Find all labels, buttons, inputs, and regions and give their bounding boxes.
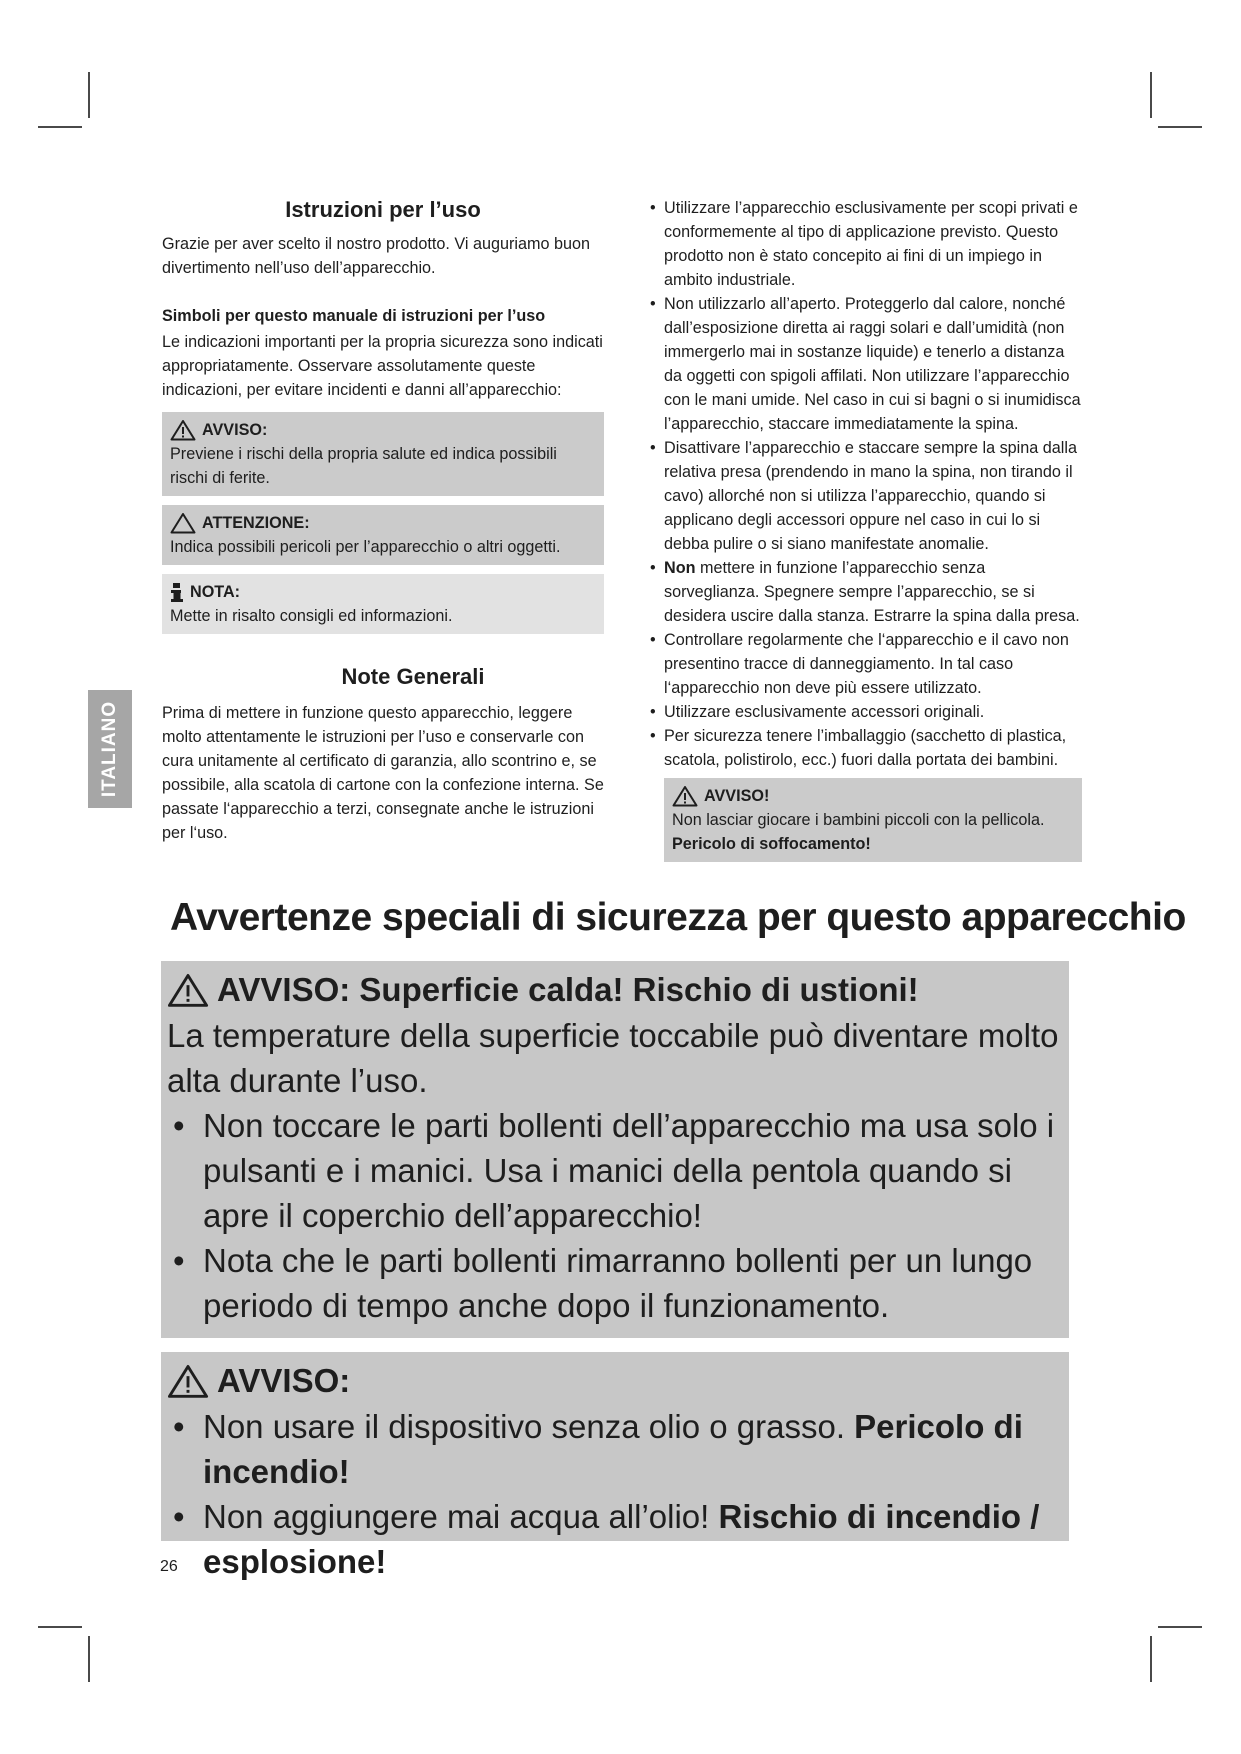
suffocation-warning-text: Non lasciar giocare i bambini piccoli con la pellicola. (672, 811, 1045, 829)
language-tab (88, 690, 132, 808)
suffocation-warning-label: AVVISO! (704, 787, 770, 805)
list-item: • Non mettere in funzione l’apparecchio senza sorveglianza. Spegnere sempre l’apparecchio, se si desidera uscire dalla stanza. Estrarre la spina dalla presa. (650, 559, 1080, 625)
crop-mark-bottom-left-h (38, 1626, 82, 1628)
general-notes-heading: Note Generali (341, 664, 485, 690)
hot-surface-warning-title (167, 967, 1069, 1013)
list-item: • Non usare il dispositivo senza olio o grasso. Pericolo di incendio! (173, 1408, 1023, 1490)
caution-box-text: Indica possibili pericoli per l’apparecchio o altri oggetti. (170, 538, 561, 557)
caution-box-title (170, 511, 596, 535)
warning-triangle-icon (167, 972, 209, 1008)
instructions-title: Istruzioni per l’uso (285, 197, 481, 222)
suffocation-warning-bold: Pericolo di soffocamento! (672, 835, 871, 853)
symbols-heading: Simboli per questo manuale di istruzioni per l’uso (162, 307, 546, 326)
right-column (634, 196, 1082, 862)
crop-mark-top-left-v (88, 72, 90, 118)
note-box (162, 574, 604, 634)
note-box-text: Mette in risalto consigli ed informazioni. (170, 607, 453, 626)
hot-surface-bullet-list (173, 1103, 1069, 1328)
safety-bullet-list (634, 196, 1082, 772)
crop-mark-bottom-right-v (1150, 1636, 1152, 1682)
page-number: 26 (160, 1558, 178, 1575)
info-icon (170, 581, 184, 603)
warning-box-label: AVVISO: (202, 421, 268, 440)
general-notes-text: Prima di mettere in funzione questo apparecchio, leggere molto attentamente le istruzioni per l’uso e conservarle con cura unitamente al certificato di garanzia, allo scontrino e, se possibile, alla scatola di cartone con la confezione interna. Se passate l‘apparecchio a terzi, consegnate anche le istruzioni per l‘uso. (162, 703, 604, 842)
warning-triangle-icon (672, 785, 698, 807)
list-item: • Disattivare l’apparecchio e staccare sempre la spina dalla relativa presa (prendendo in mano la spina, non tirando il cavo) allorché non si utilizza l’apparecchio, quando si applicano degli accessori oppure nel caso in cui lo si debba pulire o si siano manifestate anomalie. (650, 439, 1077, 553)
list-item: • Non aggiungere mai acqua all’olio! Rischio di incendio / esplosione! (173, 1498, 1040, 1580)
caution-box-label: ATTENZIONE: (202, 514, 310, 533)
warning-box (162, 412, 604, 496)
note-box-label: NOTA: (190, 583, 241, 602)
intro-text: Grazie per aver scelto il nostro prodotto. Vi auguriamo buon divertimento nell’uso dell’apparecchio. (162, 235, 591, 278)
hot-surface-warning-box (161, 961, 1069, 1338)
oil-warning-title (167, 1358, 1069, 1404)
hot-surface-warning-text: La temperature della superficie toccabile può diventare molto alta durante l’uso. (167, 1017, 1059, 1099)
crop-mark-top-right-v (1150, 72, 1152, 118)
list-item: • Per sicurezza tenere l’imballaggio (sacchetto di plastica, scatola, polistirolo, ecc.) fuori dalla portata dei bambini. (650, 727, 1067, 769)
special-warnings-title: Avvertenze speciali di sicurezza per questo apparecchio (170, 896, 1186, 939)
language-tab-label: ITALIANO (99, 700, 120, 798)
warning-triangle-icon (167, 1363, 209, 1399)
crop-mark-bottom-right-h (1158, 1626, 1202, 1628)
list-item: • Utilizzare l’apparecchio esclusivamente per scopi privati e conformemente al tipo di applicazione previsto. Questo prodotto non è stato concepito ai fini di un impiego in ambito industriale. (650, 199, 1078, 289)
warning-box-text: Previene i rischi della propria salute ed indica possibili rischi di ferite. (170, 445, 557, 488)
left-column (162, 196, 604, 845)
suffocation-warning-title (672, 784, 1074, 808)
list-item: • Controllare regolarmente che l‘apparecchio e il cavo non presentino tracce di danneggiamento. In tal caso l‘apparecchio non deve più essere utilizzato. (650, 631, 1069, 697)
caution-box (162, 505, 604, 565)
list-item: • Nota che le parti bollenti rimarranno bollenti per un lungo periodo di tempo anche dopo il funzionamento. (173, 1242, 1033, 1324)
hot-surface-warning-label: AVVISO: Superficie calda! Rischio di ustioni! (217, 971, 919, 1008)
caution-triangle-icon (170, 512, 196, 534)
oil-warning-label: AVVISO: (217, 1362, 351, 1399)
symbols-text: Le indicazioni importanti per la propria sicurezza sono indicati appropriatamente. Osservare assolutamente queste indicazioni, per evitare incidenti e danni all’apparecchio: (162, 333, 603, 400)
crop-mark-top-left-h (38, 126, 82, 128)
crop-mark-top-right-h (1158, 126, 1202, 128)
list-item: • Non toccare le parti bollenti dell’apparecchio ma usa solo i pulsanti e i manici. Usa i manici della pentola quando si apre il coperchio dell’apparecchio! (173, 1107, 1055, 1234)
crop-mark-bottom-left-v (88, 1636, 90, 1682)
warning-box-title (170, 418, 596, 442)
oil-warning-bullet-list (173, 1404, 1069, 1584)
list-item: • Non utilizzarlo all’aperto. Proteggerlo dal calore, nonché dall’esposizione diretta ai raggi solari e dall’umidità (non immergerlo mai in sostanze liquide) e tenerlo a distanza da oggetti con spigoli affilati. Non utilizzare l’apparecchio con le mani umide. Nel caso in cui si bagni o si inumidisca l’apparecchio, staccare immediatamente la spina. (650, 295, 1081, 433)
list-item: • Utilizzare esclusivamente accessori originali. (650, 703, 985, 721)
warning-triangle-icon (170, 419, 196, 441)
note-box-title (170, 580, 596, 604)
suffocation-warning-box (664, 778, 1082, 862)
